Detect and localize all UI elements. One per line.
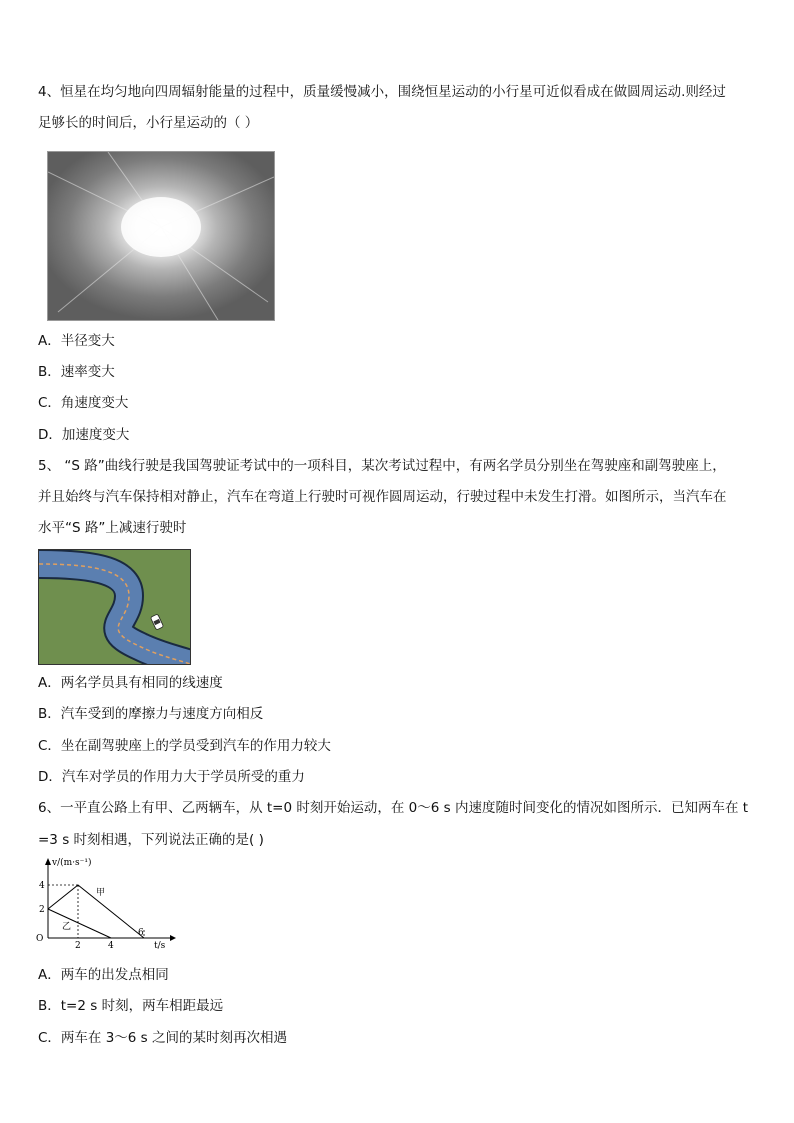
vt-graph-svg bbox=[30, 855, 180, 950]
q5-stem-line3: 水平“S 路”上减速行驶时 bbox=[38, 520, 187, 536]
y-axis-arrow bbox=[45, 858, 51, 865]
s-road-figure bbox=[38, 549, 191, 665]
q4-option-b: B．速率变大 bbox=[38, 364, 115, 380]
line-yi bbox=[48, 909, 111, 938]
q6-option-c: C．两车在 3～6 s 之间的某时刻再次相遇 bbox=[38, 1030, 288, 1046]
q5-option-b: B．汽车受到的摩擦力与速度方向相反 bbox=[38, 706, 264, 722]
x-tick-4: 4 bbox=[108, 941, 114, 950]
q4-stem-line2: 足够长的时间后，小行星运动的（ ） bbox=[38, 115, 259, 131]
label-yi: 乙 bbox=[62, 922, 72, 932]
origin-label: O bbox=[36, 934, 44, 944]
star-photo-graphic bbox=[48, 152, 274, 320]
q5-option-a: A．两名学员具有相同的线速度 bbox=[38, 675, 223, 691]
q4-option-c: C．角速度变大 bbox=[38, 395, 129, 411]
x-axis-label: t/s bbox=[154, 941, 166, 950]
q4-stem-line1: 4、恒星在均匀地向四周辐射能量的过程中，质量缓慢减小，围绕恒星运动的小行星可近似看成在做圆周运动.则经过 bbox=[38, 84, 726, 100]
x-tick-2: 2 bbox=[75, 941, 81, 950]
y-tick-4: 4 bbox=[39, 881, 45, 891]
q5-stem-line2: 并且始终与汽车保持相对静止，汽车在弯道上行驶时可视作圆周运动，行驶过程中未发生打滑。如图所示，当汽车在 bbox=[38, 489, 727, 505]
label-jia: 甲 bbox=[96, 888, 106, 898]
y-tick-2: 2 bbox=[39, 905, 45, 915]
q5-option-d: D．汽车对学员的作用力大于学员所受的重力 bbox=[38, 769, 305, 785]
x-tick-6: 6 bbox=[138, 928, 144, 938]
q6-option-b: B．t=2 s 时刻，两车相距最远 bbox=[38, 998, 224, 1014]
velocity-time-graph bbox=[30, 855, 180, 950]
q6-option-a: A．两车的出发点相同 bbox=[38, 967, 169, 983]
q4-option-d: D．加速度变大 bbox=[38, 427, 130, 443]
q4-option-a: A．半径变大 bbox=[38, 333, 115, 349]
q5-stem-line1: 5、 “S 路”曲线行驶是我国驾驶证考试中的一项科目，某次考试过程中，有两名学员分别坐在驾驶座和副驾驶座上， bbox=[38, 458, 726, 474]
q6-stem-line2: =3 s 时刻相遇，下列说法正确的是( ) bbox=[38, 832, 264, 848]
x-axis-arrow bbox=[170, 935, 176, 941]
s-road-graphic bbox=[39, 550, 190, 664]
y-axis-label: v/(m·s⁻¹) bbox=[52, 858, 92, 868]
q6-stem-line1: 6、一平直公路上有甲、乙两辆车，从 t=0 时刻开始运动，在 0～6 s 内速度随时间变化的情况如图所示．已知两车在 t bbox=[38, 800, 749, 816]
star-photo bbox=[47, 151, 275, 321]
q5-option-c: C．坐在副驾驶座上的学员受到汽车的作用力较大 bbox=[38, 738, 331, 754]
